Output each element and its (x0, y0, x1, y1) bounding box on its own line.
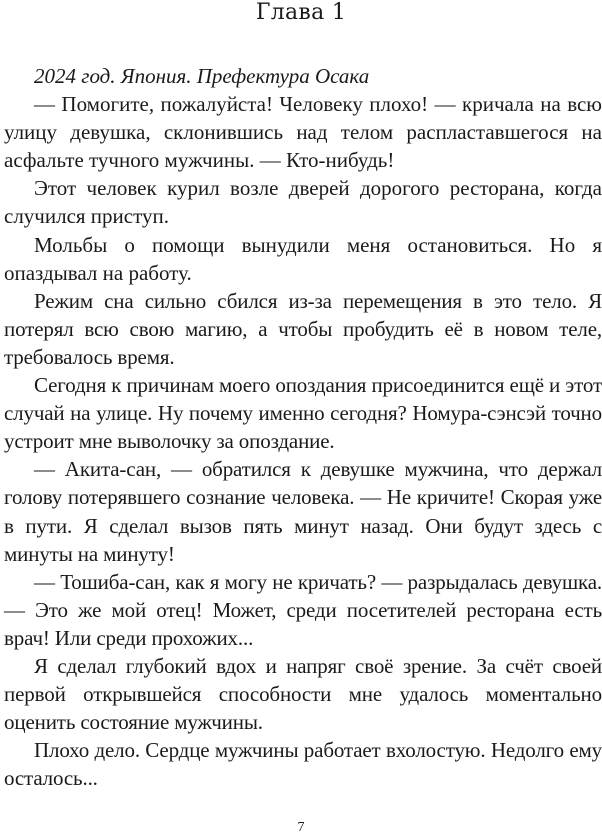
paragraph: Мольбы о помощи вынудили меня остановиться. Но я опаздывал на работу. (4, 232, 602, 285)
body-text (4, 62, 602, 792)
paragraph: Режим сна сильно сбился из-за перемещения в это тело. Я потерял всю свою магию, а чтобы пробудить её в новом теле, требовалось время. (4, 288, 602, 369)
paragraph: Сегодня к причинам моего опоздания присоединится ещё и этот случай на улице. Ну почему именно сегодня? Номура-сэнсэй точно устроит мне выволочку за опоздание. (4, 373, 602, 454)
paragraph: Я сделал глубокий вдох и напряг своё зрение. За счёт своей первой открывшейся способности мне удалось моментально оценить состояние мужчины. (4, 653, 602, 735)
paragraph: — Помогите, пожалуйста! Человеку плохо! — кричала на всю улицу девушка, склонившись над телом распластавшегося на асфальте тучного мужчины. — Кто-нибудь! (4, 92, 602, 173)
paragraph: Этот человек курил возле дверей дорогого ресторана, когда случился приступ. (4, 176, 602, 229)
setting-line: 2024 год. Япония. Префектура Осака (34, 64, 370, 88)
paragraph: — Акита-сан, — обратился к девушке мужчина, что держал голову потерявшего сознание человека. — Не кричите! Скорая уже в пути. Я сделал вызов пять минут назад. Они будут здесь с минуты на минуту! (4, 457, 602, 566)
page-number: 7 (297, 820, 305, 835)
paragraph: — Тошиба-сан, как я могу не кричать? — разрыдалась девушка. — Это же мой отец! Может, среди посетителей ресторана есть врач! Или среди прохожих... (4, 569, 602, 650)
paragraph: Плохо дело. Сердце мужчины работает вхолостую. Недолго ему осталось... (4, 738, 602, 791)
chapter-title: Глава 1 (255, 0, 347, 25)
